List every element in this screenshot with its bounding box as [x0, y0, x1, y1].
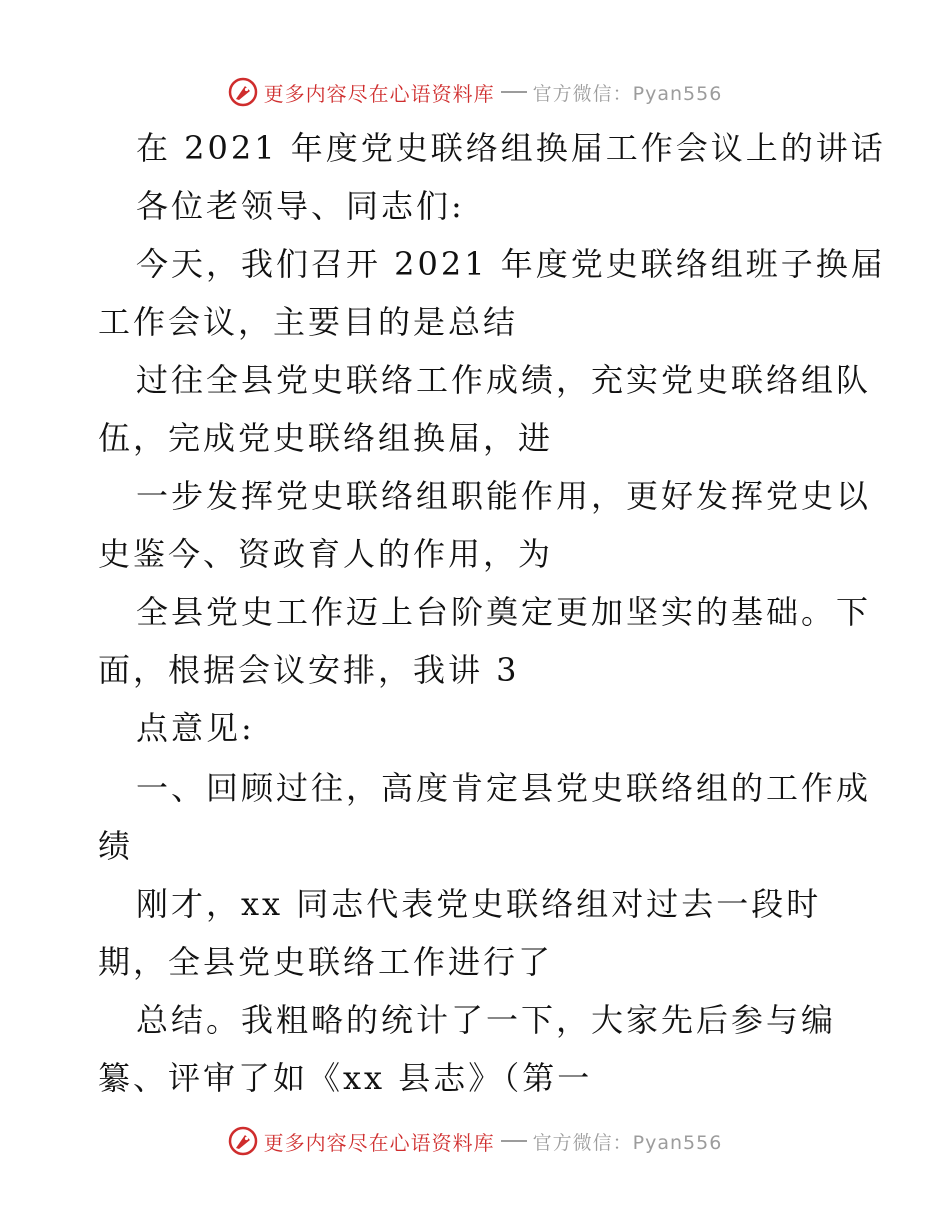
- section-heading: 一、回顾过往，高度肯定县党史联络组的工作成: [136, 769, 872, 807]
- paragraph-line: 史鉴今、资政育人的作用，为: [98, 535, 554, 573]
- pen-nib-logo-icon: [228, 77, 258, 107]
- paragraph-line: 点意见:: [136, 709, 255, 747]
- section-heading-continued: 绩: [98, 827, 134, 865]
- watermark-wechat-text: 官方微信：Pyan556: [532, 1131, 723, 1154]
- paragraph-line: 刚才，xx 同志代表党史联络组对过去一段时: [136, 885, 822, 923]
- header-watermark: [0, 72, 950, 112]
- footer-watermark: [0, 1121, 950, 1161]
- watermark-main-text: 更多内容尽在心语资料库: [263, 1130, 495, 1155]
- watermark-divider: [501, 1140, 527, 1142]
- watermark-wechat-text: 官方微信：Pyan556: [532, 82, 723, 105]
- paragraph-line: 一步发挥党史联络组职能作用，更好发挥党史以: [136, 477, 872, 515]
- paragraph-line: 工作会议，主要目的是总结: [98, 303, 519, 341]
- paragraph-line: 过往全县党史联络工作成绩，充实党史联络组队: [136, 361, 872, 399]
- watermark-main-text: 更多内容尽在心语资料库: [263, 81, 495, 106]
- paragraph-line: 伍，完成党史联络组换届，进: [98, 419, 554, 457]
- document-title: 在 2021 年度党史联络组换届工作会议上的讲话: [136, 129, 886, 167]
- pen-nib-logo-icon: [228, 1126, 258, 1156]
- paragraph-line: 面，根据会议安排，我讲 3: [98, 651, 520, 689]
- paragraph-line: 总结。我粗略的统计了一下，大家先后参与编: [136, 1001, 837, 1039]
- paragraph-line: 纂、评审了如《xx 县志》（第一: [98, 1059, 593, 1097]
- watermark-divider: [501, 91, 527, 93]
- paragraph-line: 今天，我们召开 2021 年度党史联络组班子换届: [136, 245, 886, 283]
- paragraph-line: 全县党史工作迈上台阶奠定更加坚实的基础。下: [136, 593, 872, 631]
- greeting-line: 各位老领导、同志们:: [136, 187, 465, 225]
- paragraph-line: 期，全县党史联络工作进行了: [98, 943, 554, 981]
